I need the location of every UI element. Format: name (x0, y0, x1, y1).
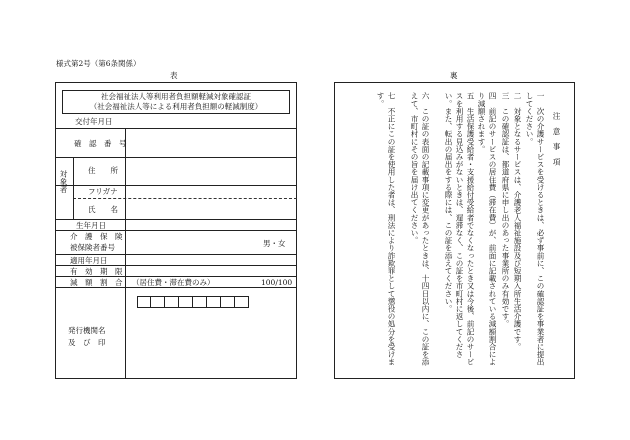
note-4: 四 前記のサービスの居住費（滞在費）が、前面に記載されている減額割合により減額されます。 (477, 92, 497, 366)
birth-date-label: 生年月日 (76, 221, 106, 230)
note-5: 五 生活保護受給者・支援給付受給者でなくなったとき又は今後、前記のサービスを利用する見込みがないときは、遅滞なく、この証を市町村に返してください。また、転出の届出をする際には、この証を添えてください。 (444, 92, 475, 366)
issuer-label-2: 及 び 印 (68, 338, 106, 347)
reduction-rate-label: 減 額 割 合 (70, 278, 123, 287)
subject-label: 対象者 (59, 170, 68, 193)
note-3: 三 この確認証は、都道府県に申し出のあった事業所のみ有効です。 (501, 92, 510, 328)
address-label: 住 所 (88, 166, 118, 175)
insured-label-2: 被保険者番号 (70, 243, 115, 252)
note-7: 七 不正にこの証を使用した者は、刑法により詐欺罪として懲役の処分を受けます。 (376, 92, 396, 366)
card-subtitle: （社会福祉法人等による利用者負担額の軽減制度） (89, 102, 263, 111)
form-number: 様式第2号（第6条関係） (56, 59, 141, 68)
name-label: 氏 名 (88, 205, 118, 214)
note-1: 一 次の介護サービスを受けるときは、必ず事前に、この確認証を事業者に提出してください。 (525, 92, 545, 366)
confirm-number-label: 確 認 番 号 (74, 139, 127, 148)
confirm-number-boxes (137, 296, 249, 308)
note-6: 六 この証の表面の記載事項に変更があったときは、十四日以内に、この証を添えて、市町村にその旨を届け出てください。 (410, 92, 430, 366)
front-side-label: 表 (170, 71, 178, 80)
insured-label-1: 介 護 保 険 (70, 232, 123, 241)
back-side-label: 裏 (450, 71, 458, 80)
valid-period-label: 有 効 期 限 (70, 267, 123, 276)
reduction-max: 100/100 (261, 278, 293, 287)
issuer-label-1: 発行機関名 (68, 326, 106, 335)
furigana-label: フリガナ (88, 187, 118, 196)
card-title: 社会福祉法人等利用者負担額軽減対象確認証 (101, 92, 251, 101)
notes-title: 注 意 事 項 (552, 112, 561, 166)
issue-date-label: 交付年月日 (75, 117, 113, 126)
note-2: 二 対象となるサービスは、介護老人福祉施設及び短期入所生活介護です。 (513, 92, 522, 351)
reduction-note: （居住費・滞在費のみ） (132, 278, 215, 287)
apply-date-label: 適用年月日 (70, 256, 108, 265)
gender-text: 男・女 (263, 239, 286, 248)
